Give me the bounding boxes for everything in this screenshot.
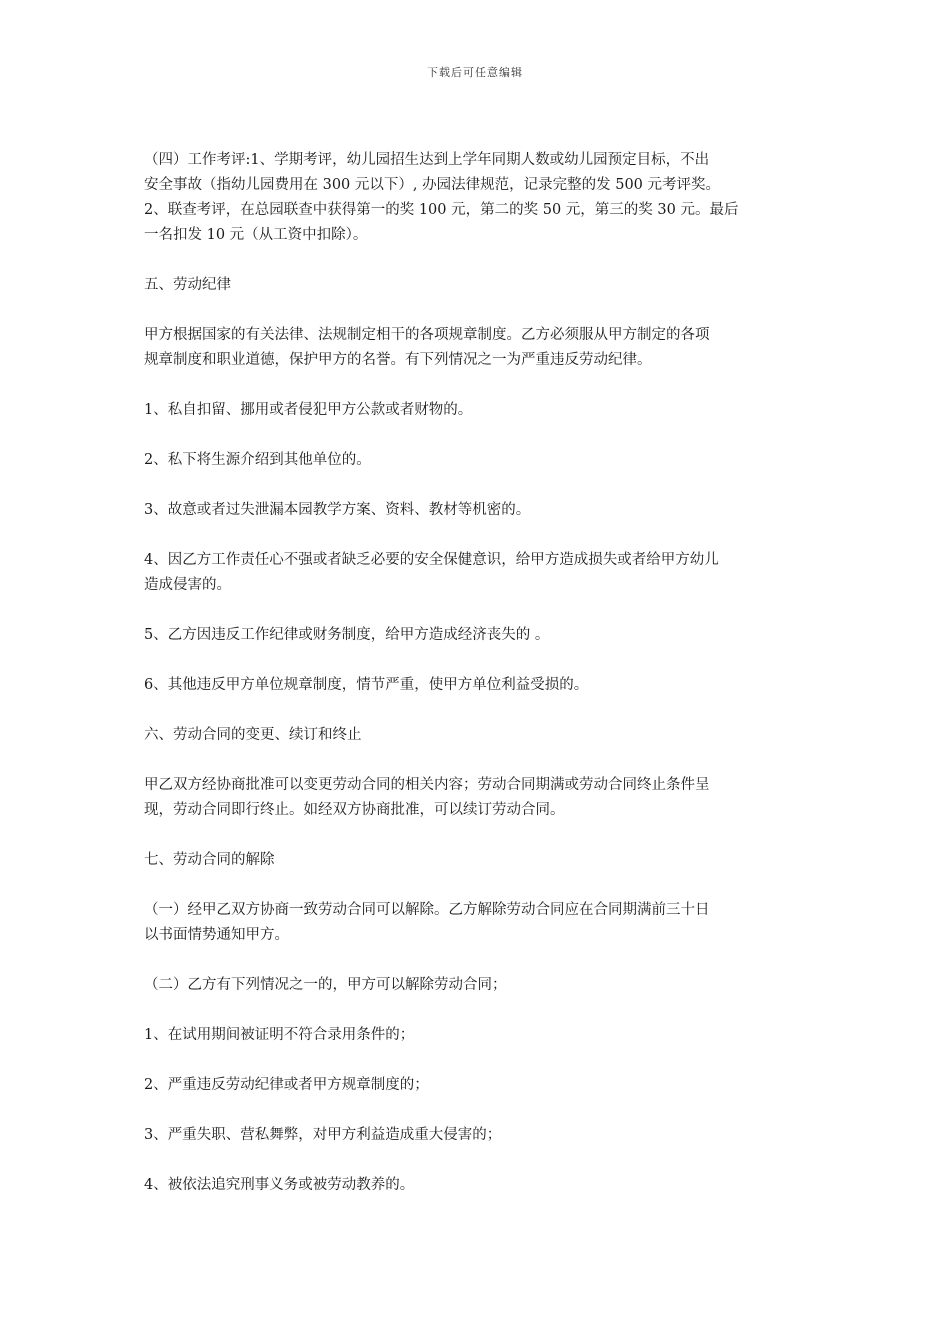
text-line: 一名扣发 10 元（从工资中扣除）。 xyxy=(144,227,368,243)
text-line: （一）经甲乙双方协商一致劳动合同可以解除。乙方解除劳动合同应在合同期满前三十日 xyxy=(144,902,710,918)
document-body xyxy=(144,148,808,1198)
text-line: 甲乙双方经协商批准可以变更劳动合同的相关内容；劳动合同期满或劳动合同终止条件呈 xyxy=(144,777,710,793)
paragraph-termination-conditions: （二）乙方有下列情况之一的，甲方可以解除劳动合同； xyxy=(144,977,507,993)
text-line: 以书面情势通知甲方。 xyxy=(144,927,289,943)
text-line: 甲方根据国家的有关法律、法规制定相干的各项规章制度。乙方必须服从甲方制定的各项 xyxy=(144,327,710,343)
list-item-termination-3: 3、严重失职、营私舞弊，对甲方利益造成重大侵害的； xyxy=(144,1127,502,1143)
text-line: 规章制度和职业道德，保护甲方的名誉。有下列情况之一为严重违反劳动纪律。 xyxy=(144,352,652,368)
text-line: 安全事故（指幼儿园费用在 300 元以下）, 办园法律规范，记录完整的发 500 元考评奖。 xyxy=(144,177,721,193)
download-editable-note: 下载后可任意编辑 xyxy=(427,66,523,79)
list-item-discipline-4 xyxy=(144,548,808,598)
list-item-discipline-3: 3、故意或者过失泄漏本园教学方案、资料、教材等机密的。 xyxy=(144,502,531,518)
list-item-discipline-1: 1、私自扣留、挪用或者侵犯甲方公款或者财物的。 xyxy=(144,402,473,418)
section-heading-contract-change: 六、劳动合同的变更、续订和终止 xyxy=(144,727,362,743)
list-item-termination-2: 2、严重违反劳动纪律或者甲方规章制度的； xyxy=(144,1077,429,1093)
list-item-termination-4: 4、被依法追究刑事义务或被劳动教养的。 xyxy=(144,1177,415,1193)
list-item-discipline-2: 2、私下将生源介绍到其他单位的。 xyxy=(144,452,371,468)
text-line: （四）工作考评:1、学期考评，幼儿园招生达到上学年同期人数或幼儿园预定目标，不出 xyxy=(144,152,710,168)
section-heading-labor-discipline: 五、劳动纪律 xyxy=(144,277,231,293)
paragraph-work-evaluation xyxy=(144,148,808,248)
paragraph-contract-change xyxy=(144,773,808,823)
text-line: 2、联查考评，在总园联查中获得第一的奖 100 元，第二的奖 50 元，第三的奖 30 元。最后 xyxy=(144,202,739,218)
section-heading-contract-termination: 七、劳动合同的解除 xyxy=(144,852,275,868)
text-line: 现，劳动合同即行终止。如经双方协商批准，可以续订劳动合同。 xyxy=(144,802,565,818)
list-item-discipline-6: 6、其他违反甲方单位规章制度，情节严重，使甲方单位利益受损的。 xyxy=(144,677,589,693)
list-item-termination-1: 1、在试用期间被证明不符合录用条件的； xyxy=(144,1027,415,1043)
list-item-discipline-5: 5、乙方因违反工作纪律或财务制度，给甲方造成经济丧失的 。 xyxy=(144,627,550,643)
text-line: 4、因乙方工作责任心不强或者缺乏必要的安全保健意识，给甲方造成损失或者给甲方幼儿 xyxy=(144,552,719,568)
text-line: 造成侵害的。 xyxy=(144,577,231,593)
paragraph-mutual-termination xyxy=(144,898,808,948)
paragraph-labor-discipline xyxy=(144,323,808,373)
